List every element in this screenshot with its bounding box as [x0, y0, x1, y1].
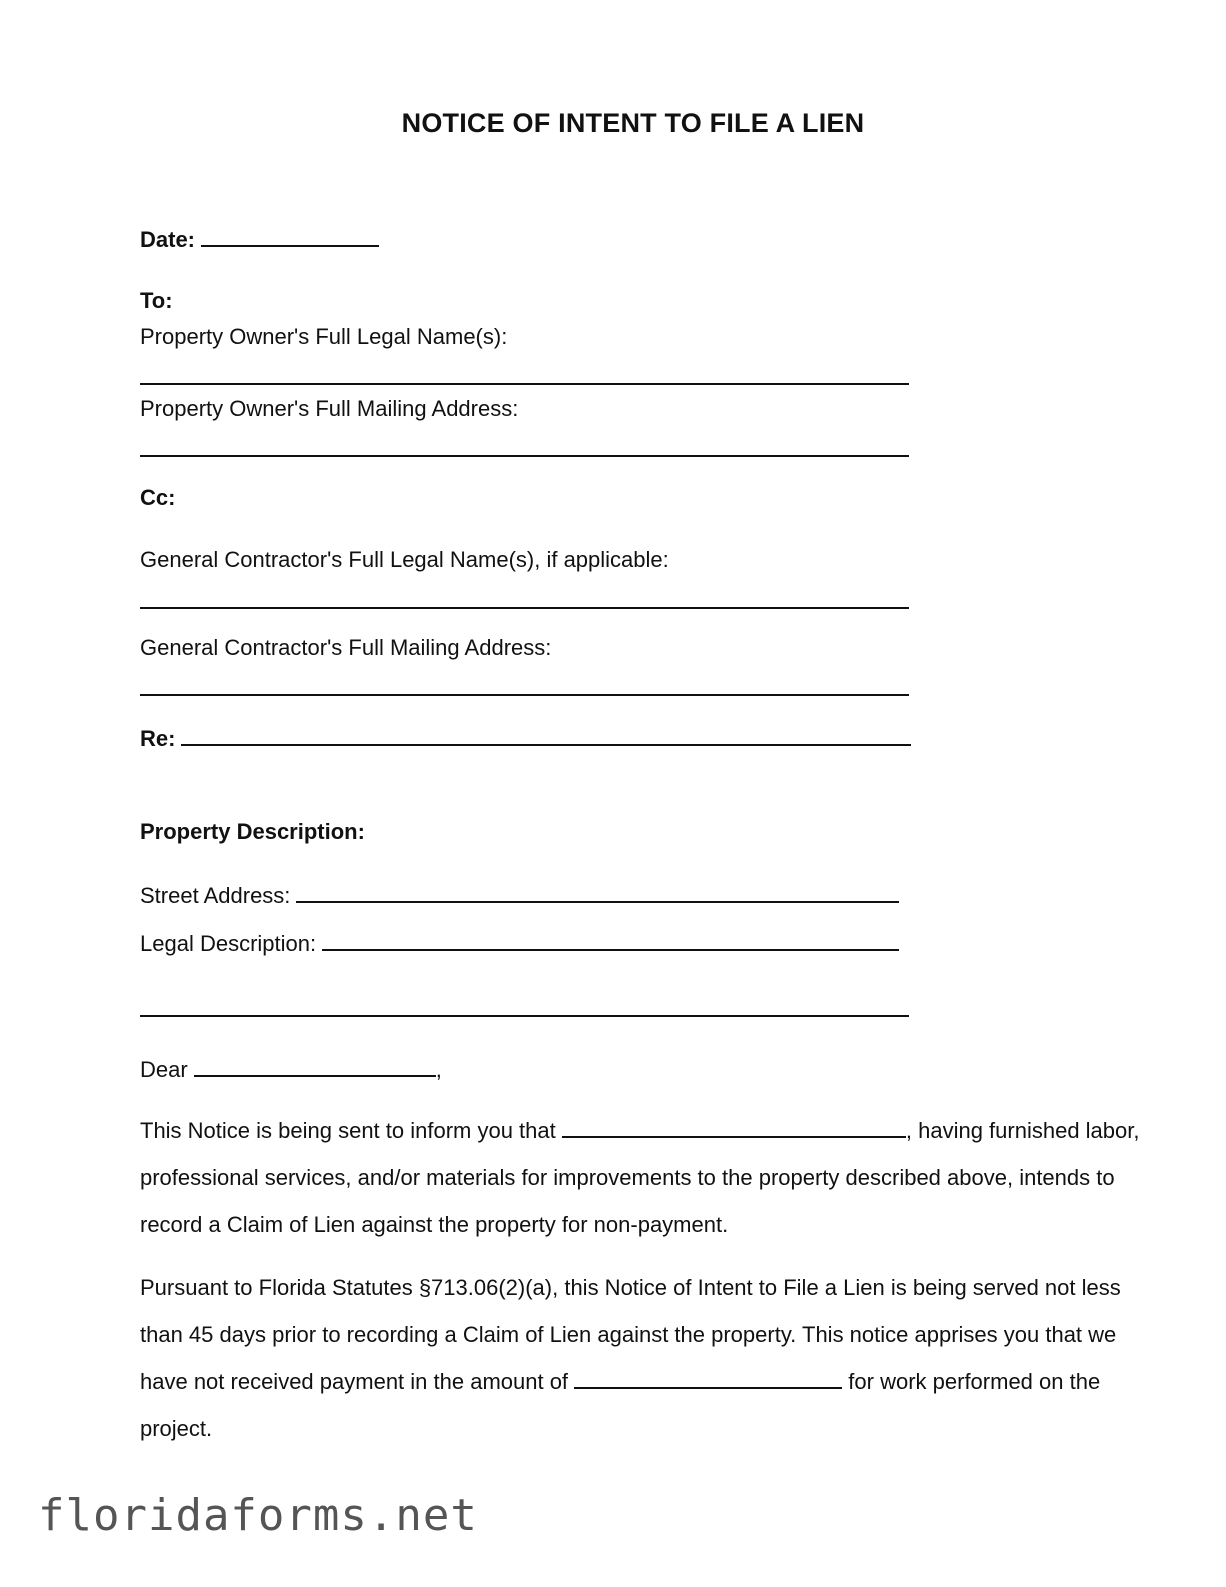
- date-field[interactable]: [201, 223, 379, 247]
- dear-comma: ,: [435, 1057, 442, 1082]
- gc-address-label: General Contractor's Full Mailing Address:: [140, 635, 552, 660]
- owner-name-field[interactable]: [140, 383, 909, 385]
- street-address-row: [140, 879, 899, 911]
- dear-field[interactable]: [194, 1053, 436, 1077]
- property-description-label: Property Description:: [140, 819, 365, 844]
- watermark-text: floridaforms.net: [38, 1490, 478, 1541]
- paragraph1-before: This Notice is being sent to inform you that: [140, 1118, 556, 1143]
- paragraph1-after: , having furnished labor, professional services, and/or materials for improvements to the property described above, intends to record a Claim of Lien against the property for non-payment.: [140, 1118, 1140, 1237]
- cc-label: Cc:: [140, 485, 176, 510]
- claimant-name-field[interactable]: [562, 1114, 906, 1138]
- paragraph-statute: [140, 1264, 1140, 1452]
- re-row: [140, 722, 911, 754]
- re-field[interactable]: [181, 722, 911, 746]
- dear-label: Dear: [140, 1057, 188, 1082]
- owner-address-label: Property Owner's Full Mailing Address:: [140, 396, 519, 421]
- amount-field[interactable]: [574, 1365, 842, 1389]
- document-title: NOTICE OF INTENT TO FILE A LIEN: [401, 108, 865, 138]
- legal-description-field-2[interactable]: [140, 1015, 909, 1017]
- date-label: Date:: [140, 227, 196, 252]
- street-address-label: Street Address:: [140, 883, 291, 908]
- legal-description-row: [140, 927, 899, 959]
- gc-address-field[interactable]: [140, 694, 909, 696]
- owner-name-label: Property Owner's Full Legal Name(s):: [140, 324, 508, 349]
- legal-description-field[interactable]: [322, 927, 899, 951]
- date-row: [140, 223, 379, 255]
- owner-address-field[interactable]: [140, 455, 909, 457]
- paragraph2-after: for work performed on the project.: [140, 1369, 1101, 1441]
- paragraph2-before: Pursuant to Florida Statutes §713.06(2)(a), this Notice of Intent to File a Lien is being served not less than 45 days prior to recording a Claim of Lien against the property. This notice apprises you that we have not received payment in the amount of: [140, 1275, 1121, 1394]
- gc-name-label: General Contractor's Full Legal Name(s), if applicable:: [140, 547, 669, 572]
- to-label: To:: [140, 288, 173, 313]
- gc-name-field[interactable]: [140, 607, 909, 609]
- legal-description-label: Legal Description:: [140, 931, 317, 956]
- dear-row: [140, 1053, 442, 1085]
- street-address-field[interactable]: [296, 879, 899, 903]
- paragraph-notice: [140, 1107, 1140, 1248]
- re-label: Re:: [140, 726, 176, 751]
